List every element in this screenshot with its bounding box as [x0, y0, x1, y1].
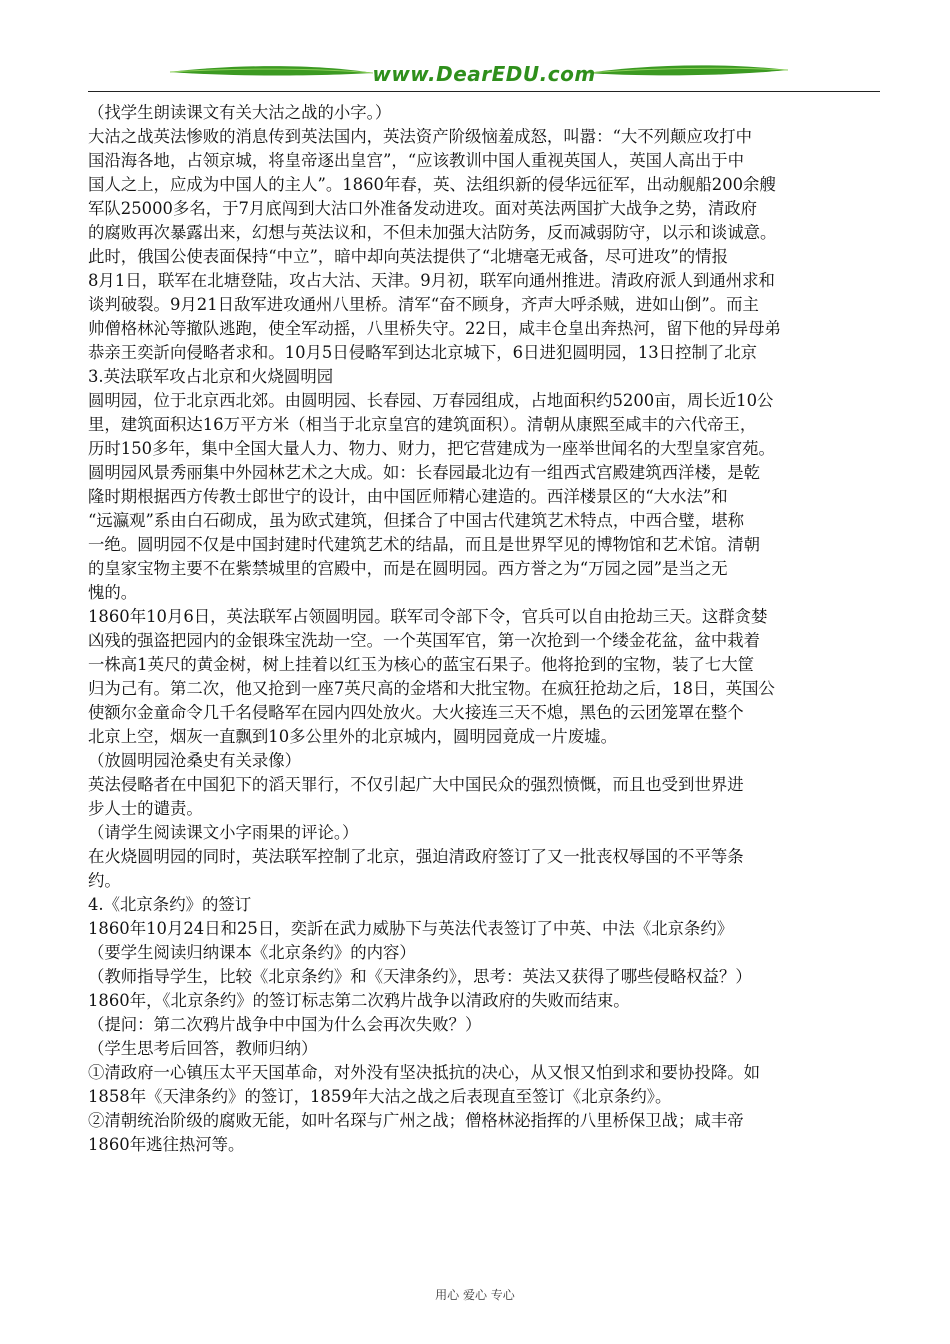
text-line: 帅僧格林沁等撤队逃跑，使全军动摇，八里桥失守。22日，咸丰仓皇出奔热河，留下他的异母弟 — [88, 319, 781, 338]
text-line: 愧的。 — [88, 583, 138, 602]
text-line: （放圆明园沧桑史有关录像） — [88, 751, 302, 770]
text-line: 约。 — [88, 871, 121, 890]
text-line: 军队25000多名，于7月底闯到大沽口外准备发动进攻。面对英法两国扩大战争之势，清政府 — [88, 199, 758, 218]
text-line: 的腐败再次暴露出来，幻想与英法议和，不但未加强大沽防务，反而减弱防守，以示和谈诚意。 — [88, 223, 777, 242]
text-line: 3.英法联军攻占北京和火烧圆明园 — [88, 367, 334, 386]
text-line: 恭亲王奕訢向侵略者求和。10月5日侵略军到达北京城下，6日进犯圆明园，13日控制了北京 — [88, 343, 758, 362]
text-line: （请学生阅读课文小字雨果的评论。） — [88, 823, 359, 842]
site-logo-text: www.DearEDU.com — [372, 62, 596, 86]
text-line: 归为己有。第二次，他又抢到一座7英尺高的金塔和大批宝物。在疯狂抢劫之后，18日，英国公 — [88, 679, 775, 698]
text-line: （找学生朗读课文有关大沽之战的小字。） — [88, 103, 392, 122]
text-line: 1860年，《北京条约》的签订标志第二次鸦片战争以清政府的失败而结束。 — [88, 991, 630, 1010]
text-line: 圆明园风景秀丽集中外园林艺术之大成。如：长春园最北边有一组西式宫殿建筑西洋楼，是乾 — [88, 463, 761, 482]
text-line: 1858年《天津条约》的签订，1859年大沽之战之后表现直至签订《北京条约》。 — [88, 1087, 672, 1106]
text-line: 隆时期根据西方传教士郎世宁的设计，由中国匠师精心建造的。西洋楼景区的“大水法”和 — [88, 487, 728, 506]
page-footer: 用心 爱心 专心 — [435, 1288, 515, 1302]
text-line: 在火烧圆明园的同时，英法联军控制了北京，强迫清政府签订了又一批丧权辱国的不平等条 — [88, 847, 744, 866]
text-line: 谈判破裂。9月21日敌军进攻通州八里桥。清军“奋不顾身，齐声大呼杀贼，进如山倒”。而主 — [88, 295, 759, 314]
text-line: （提问：第二次鸦片战争中中国为什么会再次失败？） — [88, 1015, 482, 1034]
text-line: 历时150多年，集中全国大量人力、物力、财力，把它营建成为一座举世闻名的大型皇家宫苑。 — [88, 439, 775, 458]
text-line: 凶残的强盗把园内的金银珠宝洗劫一空。一个英国军官，第一次抢到一个缕金花盆，盆中栽着 — [88, 631, 761, 650]
text-line: （学生思考后回答，教师归纳） — [88, 1039, 318, 1058]
text-line: 国人之上，应成为中国人的主人”。1860年春，英、法组织新的侵华远征军，出动舰船200余艘 — [88, 175, 776, 194]
header-divider — [88, 91, 880, 92]
text-line: 英法侵略者在中国犯下的滔天罪行，不仅引起广大中国民众的强烈愤慨，而且也受到世界进 — [88, 775, 744, 794]
site-header — [88, 58, 880, 90]
text-line: 的皇家宝物主要不在紫禁城里的宫殿中，而是在圆明园。西方誉之为“万园之园”是当之无 — [88, 559, 728, 578]
text-line: 一株高1英尺的黄金树，树上挂着以红玉为核心的蓝宝石果子。他将抢到的宝物，装了七大筐 — [88, 655, 755, 674]
text-line: 大沽之战英法惨败的消息传到英法国内，英法资产阶级恼羞成怒，叫嚣：“大不列颠应攻打中 — [88, 127, 753, 146]
text-line: 8月1日，联军在北塘登陆，攻占大沽、天津。9月初，联军向通州推进。清政府派人到通州求和 — [88, 271, 775, 290]
text-line: ②清朝统治阶级的腐败无能，如叶名琛与广州之战；僧格林泌指挥的八里桥保卫战；咸丰帝 — [88, 1111, 744, 1130]
document-body — [88, 101, 868, 1157]
text-line: ①清政府一心镇压太平天国革命，对外没有坚决抵抗的决心，从又恨又怕到求和要协投降。如 — [88, 1063, 761, 1082]
text-line: 4.《北京条约》的签订 — [88, 895, 252, 914]
text-line: 此时，俄国公使表面保持“中立”，暗中却向英法提供了“北塘毫无戒备，尽可进攻”的情报 — [88, 247, 728, 266]
text-line: 1860年10月24日和25日，奕訢在武力威胁下与英法代表签订了中英、中法《北京条约》 — [88, 919, 734, 938]
text-line: 步人士的谴责。 — [88, 799, 203, 818]
text-line: 里，建筑面积达16万平方米（相当于北京皇宫的建筑面积）。清朝从康熙至咸丰的六代帝王， — [88, 415, 757, 434]
text-line: 1860年10月6日，英法联军占领圆明园。联军司令部下令，官兵可以自由抢劫三天。这群贪婪 — [88, 607, 768, 626]
text-line: 圆明园，位于北京西北郊。由圆明园、长春园、万春园组成，占地面积约5200亩，周长近10公 — [88, 391, 774, 410]
text-line: 北京上空，烟灰一直飘到10多公里外的北京城内，圆明园竟成一片废墟。 — [88, 727, 617, 746]
text-line: （要学生阅读归纳课本《北京条约》的内容） — [88, 943, 416, 962]
text-line: （教师指导学生，比较《北京条约》和《天津条约》，思考：英法又获得了哪些侵略权益？） — [88, 967, 752, 986]
text-line: 国沿海各地，占领京城，将皇帝逐出皇宫”，“应该教训中国人重视英国人，英国人高出于中 — [88, 151, 744, 170]
text-line: 1860年逃往热河等。 — [88, 1135, 245, 1154]
text-line: 一绝。圆明园不仅是中国封建时代建筑艺术的结晶，而且是世界罕见的博物馆和艺术馆。清朝 — [88, 535, 761, 554]
text-line: “远瀛观”系由白石砌成，虽为欧式建筑，但揉合了中国古代建筑艺术特点，中西合璧，堪称 — [88, 511, 744, 530]
text-line: 使额尔金童命令几千名侵略军在园内四处放火。大火接连三天不熄，黑色的云团笼罩在整个 — [88, 703, 744, 722]
